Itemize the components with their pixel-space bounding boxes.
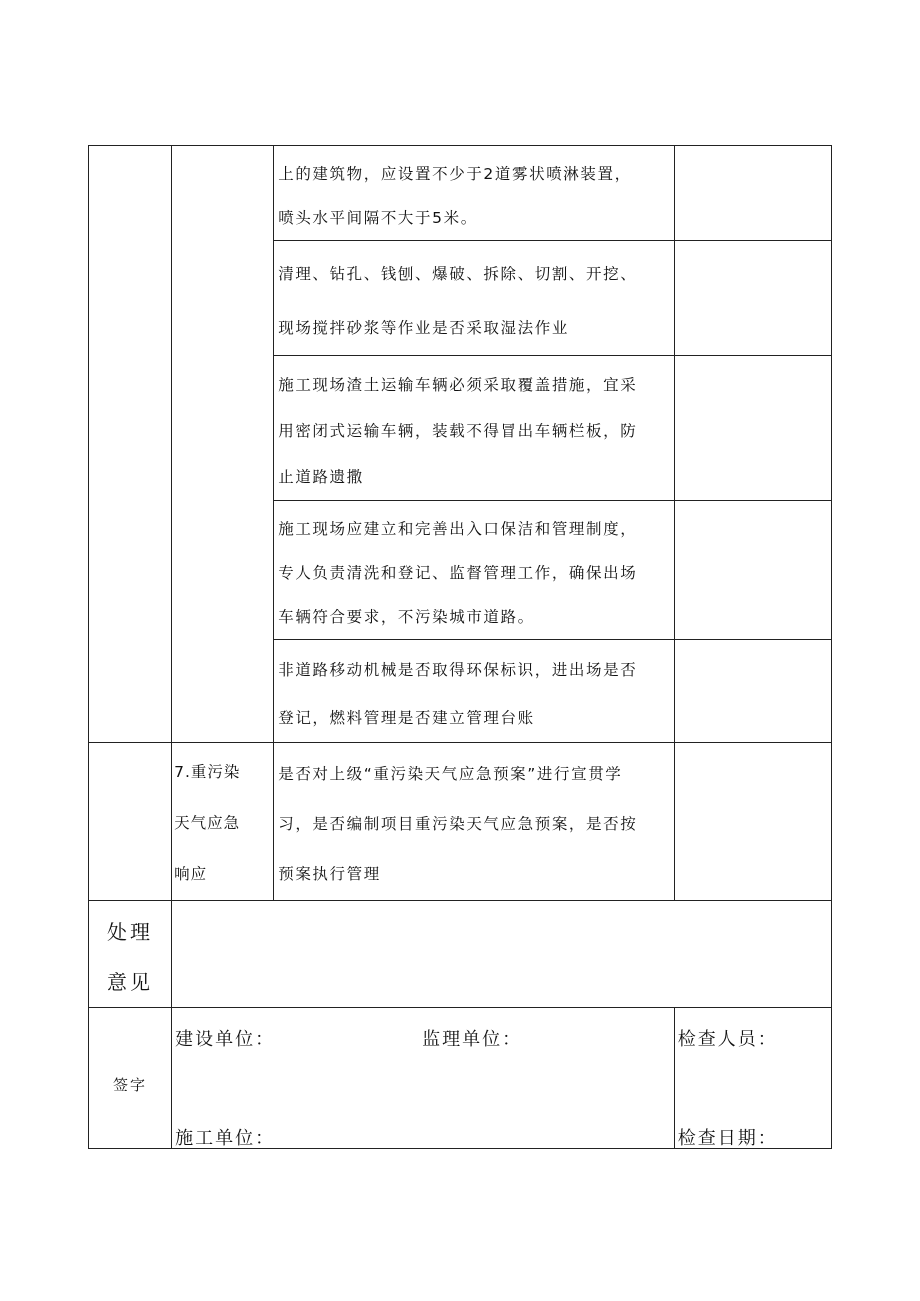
- inspection-table: [88, 145, 832, 1149]
- check-item-text: 清理、钻孔、钱刨、爆破、拆除、切割、开挖、 现场搅拌砂浆等作业是否采取湿法作业: [278, 265, 638, 337]
- check-item-text: 是否对上级“重污染天气应急预案”进行宣贯学 习，是否编制项目重污染天气应急预案，是否按 预案执行管理: [278, 765, 638, 883]
- result-cell[interactable]: [674, 146, 831, 241]
- opinion-field[interactable]: [172, 901, 832, 1008]
- result-cell[interactable]: [674, 743, 831, 901]
- check-item: [274, 640, 675, 743]
- check-item: [274, 501, 675, 640]
- table-row: [89, 146, 832, 241]
- builder-unit-label: 施工单位：: [175, 1128, 276, 1149]
- result-cell[interactable]: [674, 356, 831, 501]
- empty-cell: [89, 743, 172, 901]
- opinion-row: [89, 901, 832, 1008]
- empty-cell: [172, 146, 274, 743]
- category-cell: [172, 743, 274, 901]
- result-cell[interactable]: [674, 241, 831, 356]
- result-cell[interactable]: [674, 640, 831, 743]
- signature-row: [89, 1008, 832, 1149]
- signature-units-cell[interactable]: [172, 1008, 675, 1149]
- category-label: 7.重污染 天气应急 响应: [174, 763, 241, 883]
- inspector-label: 检查人员：: [677, 1029, 778, 1050]
- signature-label: 签字: [113, 1076, 148, 1094]
- inspection-date-label: 检查日期：: [677, 1128, 778, 1149]
- check-item-text: 施工现场渣土运输车辆必须采取覆盖措施，宜采 用密闭式运输车辆，装载不得冒出车辆栏板，防 止道路遗撒: [278, 376, 638, 486]
- opinion-label: 处理 意见: [107, 920, 154, 994]
- check-item-text: 施工现场应建立和完善出入口保洁和管理制度， 专人负责清洗和登记、监督管理工作，确保出场 车辆符合要求，不污染城市道路。: [278, 520, 638, 626]
- construction-unit-label: 建设单位：: [175, 1029, 276, 1050]
- result-cell[interactable]: [674, 501, 831, 640]
- check-item: [274, 146, 675, 241]
- supervision-unit-label: 监理单位：: [422, 1029, 523, 1050]
- check-item-text: 非道路移动机械是否取得环保标识，进出场是否 登记，燃料管理是否建立管理台账: [278, 661, 638, 727]
- inspector-cell[interactable]: [674, 1008, 831, 1149]
- signature-label-cell: [89, 1008, 172, 1149]
- check-item-text: 上的建筑物，应设置不少于2道雾状喷淋装置， 喷头水平间隔不大于5米。: [278, 165, 632, 227]
- empty-cell: [89, 146, 172, 743]
- check-item: [274, 241, 675, 356]
- opinion-label-cell: [89, 901, 172, 1008]
- check-item: [274, 743, 675, 901]
- check-item: [274, 356, 675, 501]
- table-row: [89, 743, 832, 901]
